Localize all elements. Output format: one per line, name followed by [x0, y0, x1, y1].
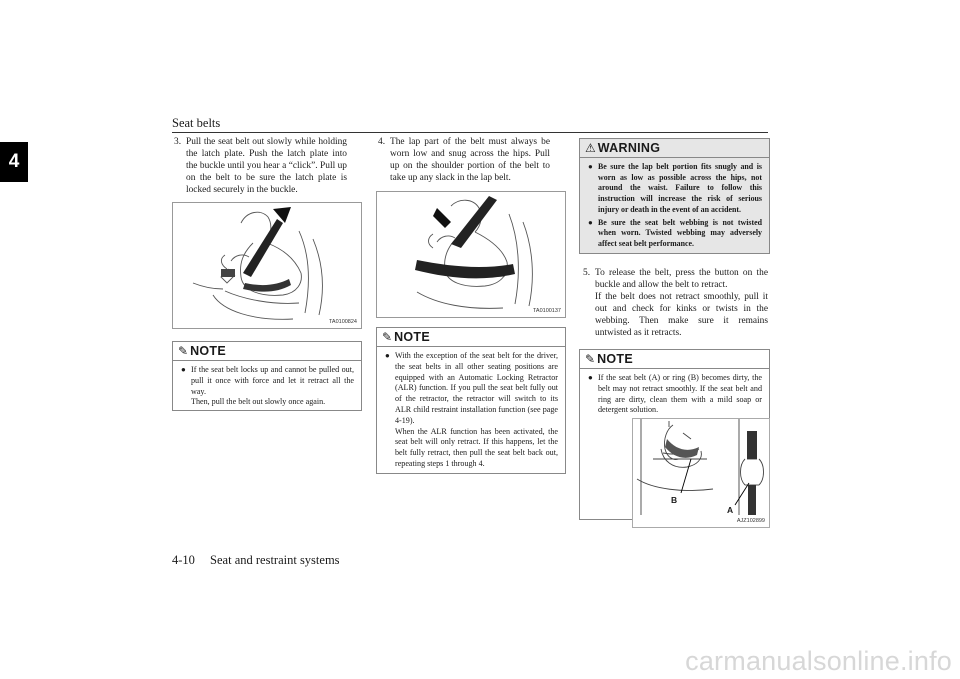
pencil-icon: ✎ — [382, 329, 393, 344]
figure-code: TA0100824 — [328, 319, 357, 325]
callout-b: B — [671, 495, 678, 505]
bullet-icon: ● — [588, 373, 593, 382]
note-text: With the exception of the seat belt for the driver, the seat belts in all other seating positions are equipped with an Automatic Locking Retractor (ALR) function. If you pull the seat belt fully out of the retractor, the retractor will switch to its ALR child restraint installation function (see page 4-19). — [395, 351, 558, 425]
latch-plate-figure — [172, 202, 362, 329]
note-item — [181, 365, 354, 408]
note-text: If the seat belt (A) or ring (B) becomes dirty, the belt may not retract smoothly. If the seat belt and ring are dirty, clean them with a mild soap or detergent solution. — [598, 373, 762, 415]
belt-ring-illustration — [633, 419, 769, 515]
note-box — [579, 349, 770, 524]
bullet-icon: ● — [588, 162, 593, 171]
note-box — [376, 327, 566, 474]
warning-item — [588, 218, 762, 250]
pencil-icon: ✎ — [178, 343, 189, 358]
note-label: NOTE — [190, 344, 226, 358]
note-item — [385, 351, 558, 470]
note-box — [172, 341, 362, 411]
figure-code: TA0100137 — [532, 308, 561, 314]
step-text: The lap part of the belt must always be worn low and snug across the hips. Pull up on the shoulder portion of the belt to take up any slack in the lap belt. — [390, 137, 550, 184]
note-header — [377, 328, 565, 347]
note-item — [588, 373, 762, 416]
warning-header — [580, 139, 769, 158]
note-label: NOTE — [597, 352, 633, 366]
step-number: 3. — [174, 137, 182, 147]
belt-ring-figure — [632, 418, 770, 528]
callout-a: A — [727, 505, 734, 515]
bullet-icon: ● — [588, 217, 593, 227]
step-text: Pull the seat belt out slowly while holding the latch plate. Push the latch plate into the buckle until you hear a “click”. Pull up on the belt to be sure the latch plate is locked securely in the buckle. — [186, 137, 347, 196]
figure-code: AJZ102899 — [736, 518, 765, 524]
header-rule — [172, 132, 768, 133]
step-3 — [174, 136, 347, 196]
note-header — [580, 350, 769, 369]
section-title: Seat and restraint systems — [210, 553, 340, 567]
note-text: If the seat belt locks up and cannot be pulled out, pull it once with force and let it retract all the way. — [191, 365, 354, 396]
lap-belt-figure — [376, 191, 566, 318]
step-number: 4. — [378, 137, 386, 147]
bullet-icon: ● — [181, 365, 186, 374]
lap-belt-illustration — [377, 192, 565, 317]
warning-label: WARNING — [597, 141, 661, 155]
page-number: 4-10 — [172, 553, 195, 567]
step-4 — [378, 136, 550, 184]
note-label: NOTE — [394, 330, 430, 344]
step-text: If the belt does not retract smoothly, pull it out and check for kinks or twists in the webbing. Then make sure it remains untwisted as it retracts. — [595, 292, 768, 339]
warning-triangle-icon: ⚠ — [585, 140, 596, 155]
warning-body — [580, 158, 769, 256]
bullet-icon: ● — [385, 351, 390, 360]
note-body — [377, 347, 565, 474]
step-text: To release the belt, press the button on the buckle and allow the belt to retract. — [595, 268, 768, 291]
warning-text: Be sure the lap belt portion fits snugly and is worn as low as possible across the hips, not around the waist. Failure to follow this instruction will increase the risk of serious injury or death in the event of an accident. — [598, 162, 762, 214]
note-body — [580, 369, 769, 420]
note-text: When the ALR function has been activated, the seat belt will only retract. If this happens, let the belt fully retract, then pull the seat belt back out, repeating steps 1 through 4. — [395, 426, 558, 468]
warning-text: Be sure the seat belt webbing is not twisted when worn. Twisted webbing may adversely affect seat belt performance. — [598, 217, 762, 248]
watermark: carmanualsonline.info — [685, 646, 952, 676]
step-5 — [583, 267, 768, 340]
warning-box — [579, 138, 770, 254]
latch-plate-illustration — [173, 203, 361, 328]
chapter-tab[interactable]: 4 — [0, 142, 28, 182]
warning-item — [588, 162, 762, 216]
page-footer — [172, 553, 352, 568]
note-header — [173, 342, 361, 361]
note-body — [173, 361, 361, 412]
page-header-title: Seat belts — [172, 116, 221, 130]
pencil-icon: ✎ — [585, 351, 596, 366]
note-text: Then, pull the belt out slowly once again. — [191, 397, 326, 407]
step-number: 5. — [583, 268, 591, 278]
